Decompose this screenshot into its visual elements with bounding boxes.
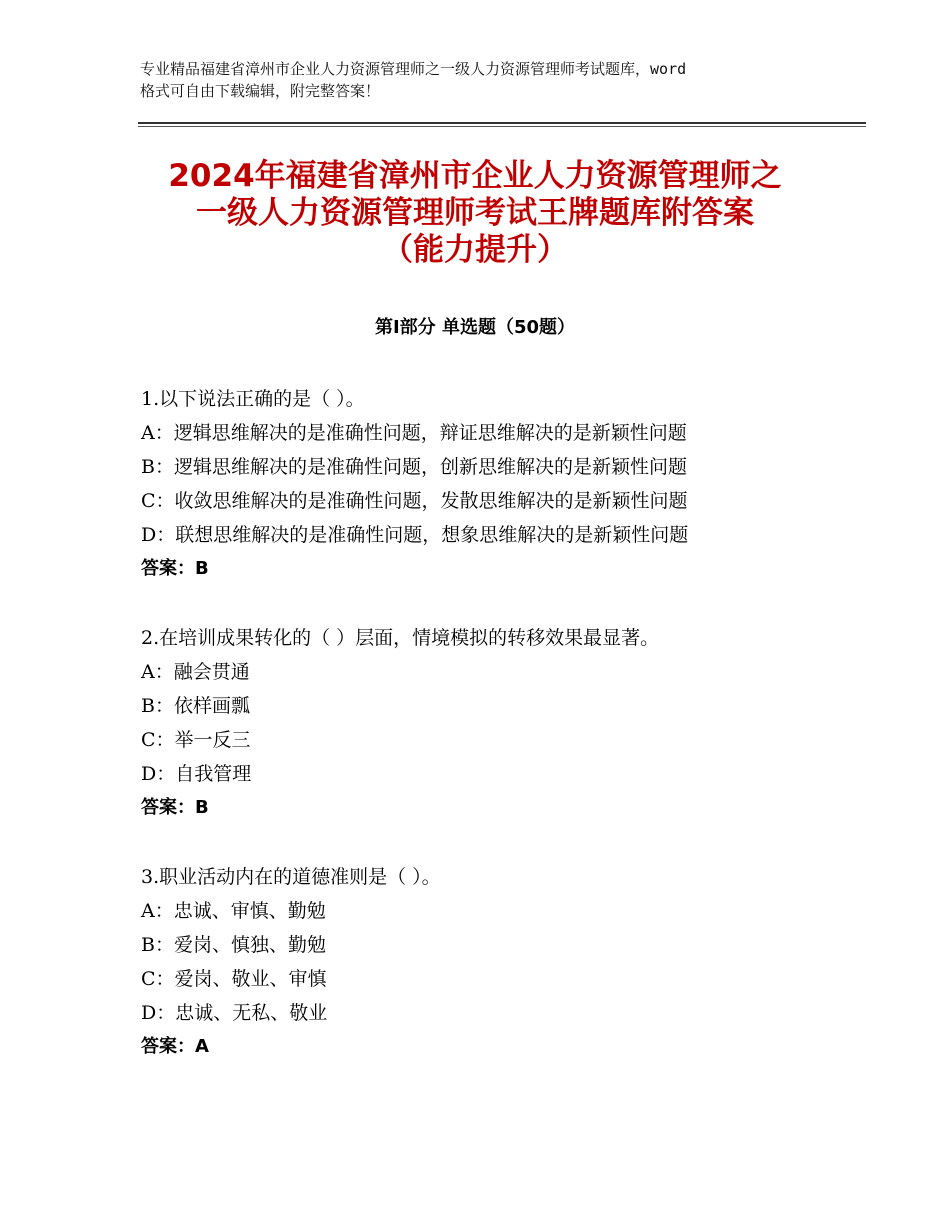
document-title-line-3: （能力提升）	[382, 232, 568, 268]
document-title-line-2: 一级人力资源管理师考试王牌题库附答案	[196, 195, 754, 231]
option-d: D：自我管理	[141, 763, 252, 785]
document-title	[100, 158, 850, 269]
option-d: D：联想思维解决的是准确性问题，想象思维解决的是新颖性问题	[141, 524, 689, 546]
question-stem: 1.以下说法正确的是（ ）。	[141, 388, 365, 410]
question-list	[141, 382, 841, 1064]
option-a: A：忠诚、审慎、勤勉	[141, 900, 326, 922]
header-note	[140, 58, 820, 102]
document-title-line-1: 2024年福建省漳州市企业人力资源管理师之	[168, 158, 782, 194]
option-c: C：举一反三	[141, 729, 251, 751]
question-item	[141, 621, 841, 825]
answer-label: 答案：B	[141, 797, 209, 818]
option-d: D：忠诚、无私、敬业	[141, 1002, 328, 1024]
header-note-line-2: 格式可自由下载编辑，附完整答案！	[140, 82, 381, 100]
option-b: B：逻辑思维解决的是准确性问题，创新思维解决的是新颖性问题	[141, 456, 687, 478]
question-spacer	[141, 825, 841, 860]
option-c: C：爱岗、敬业、审慎	[141, 968, 327, 990]
question-item	[141, 860, 841, 1064]
section-heading: 第Ⅰ部分 单选题（50题）	[374, 317, 575, 338]
question-item	[141, 382, 841, 586]
option-a: A：融会贯通	[141, 661, 250, 683]
option-c: C：收敛思维解决的是准确性问题，发散思维解决的是新颖性问题	[141, 490, 688, 512]
question-stem: 2.在培训成果转化的（ ）层面，情境模拟的转移效果最显著。	[141, 627, 660, 649]
option-a: A：逻辑思维解决的是准确性问题，辩证思维解决的是新颖性问题	[141, 422, 687, 444]
option-b: B：依样画瓢	[141, 695, 250, 717]
answer-label: 答案：A	[141, 1036, 209, 1057]
header-note-line-1: 专业精品福建省漳州市企业人力资源管理师之一级人力资源管理师考试题库，word	[140, 60, 687, 78]
question-stem: 3.职业活动内在的道德准则是（ ）。	[141, 866, 441, 888]
header-divider-thin	[138, 126, 866, 127]
header-divider-thick	[138, 122, 866, 124]
option-b: B：爱岗、慎独、勤勉	[141, 934, 326, 956]
answer-label: 答案：B	[141, 558, 209, 579]
question-spacer	[141, 586, 841, 621]
